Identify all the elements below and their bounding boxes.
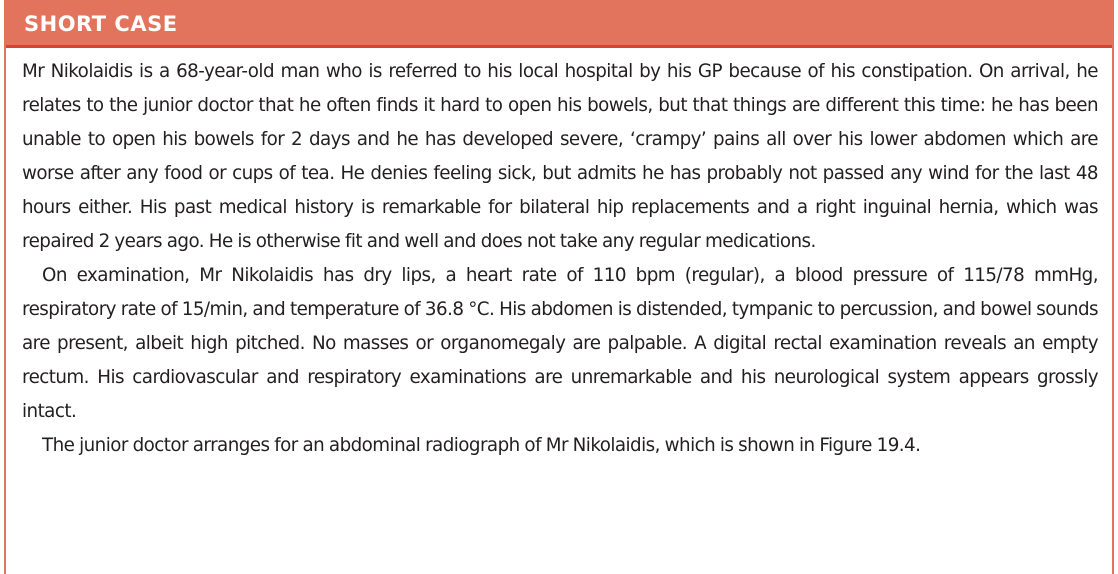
box-header (6, 0, 1112, 48)
case-paragraph-examination: On examination, Mr Nikolaidis has dry lips, a heart rate of 110 bpm (regular), a blood pressure of 115/78 mmHg, respiratory rate of 15/min, and temperature of 36.8 °C. His abdomen is distended, tympanic to percussion, and bowel sounds are present, albeit high pitched. No masses or organomegaly are palpable. A digital rectal examination reveals an empty rectum. His cardiovascular and respiratory examinations are unremarkable and his neurological system appears grossly intact. (22, 265, 1098, 422)
case-text (6, 48, 1112, 463)
short-case-box (4, 0, 1114, 574)
case-paragraph-investigation: The junior doctor arranges for an abdominal radiograph of Mr Nikolaidis, which is shown in Figure 19.4. (42, 435, 921, 456)
box-title: SHORT CASE (24, 12, 178, 36)
case-paragraph-history: Mr Nikolaidis is a 68-year-old man who is referred to his local hospital by his GP because of his constipation. On arrival, he relates to the junior doctor that he often finds it hard to open his bowels, but that things are different this time: he has been unable to open his bowels for 2 days and he has developed severe, ‘crampy’ pains all over his lower abdomen which are worse after any food or cups of tea. He denies feeling sick, but admits he has probably not passed any wind for the last 48 hours either. His past medical history is remarkable for bilateral hip replacements and a right inguinal hernia, which was repaired 2 years ago. He is otherwise fit and well and does not take any regular medications. (22, 61, 1098, 252)
